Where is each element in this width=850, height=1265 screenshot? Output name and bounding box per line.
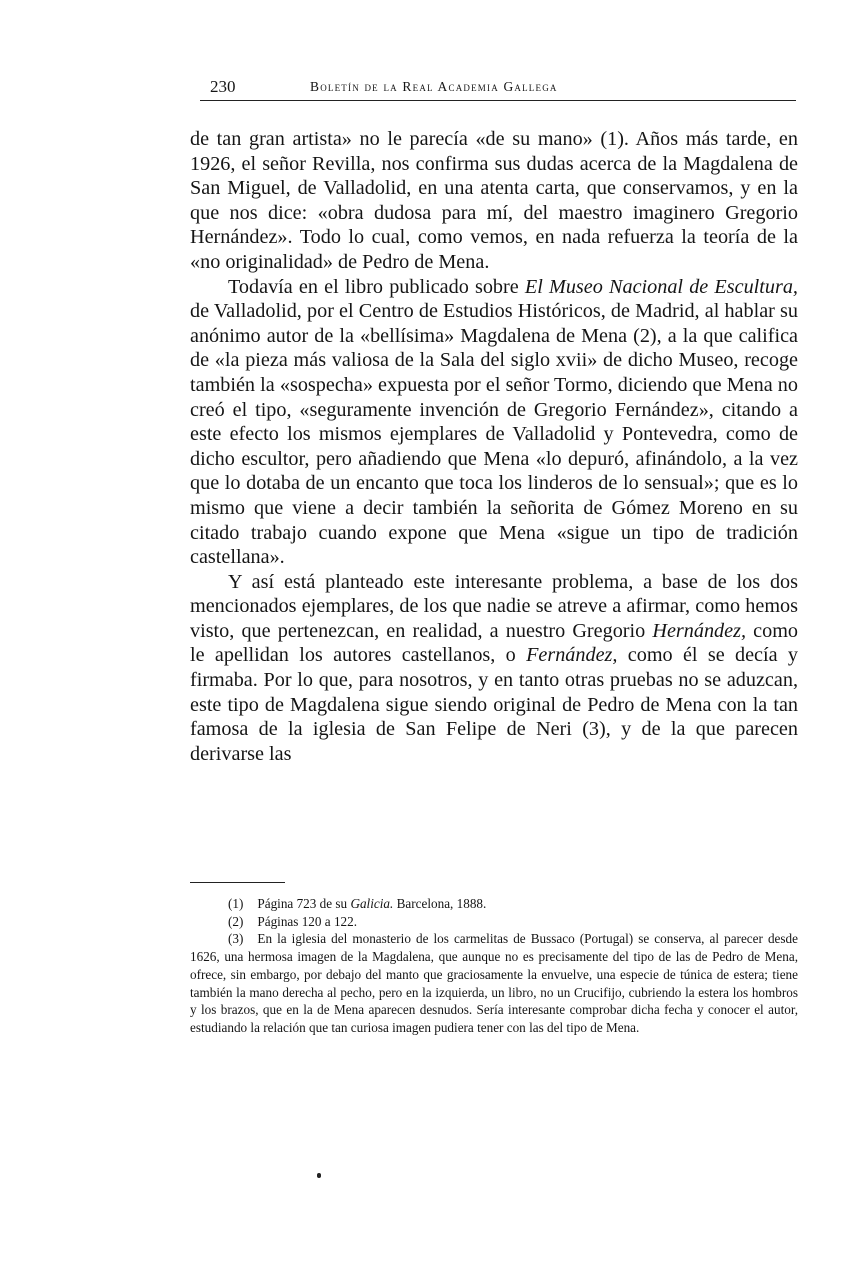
footnote-text: Página 723 de su [257, 896, 351, 911]
page-number: 230 [210, 77, 236, 96]
footnotes [190, 895, 798, 1037]
surname-fernandez: Fernández, [526, 644, 618, 667]
paragraph-3 [190, 570, 798, 767]
paragraph-3-text-a: Y así está planteado este interesante problema, a base de los dos mencionados ejemplares, de los que nadie se atreve a afirmar, como hemos visto, que pertenezcan, en realidad, a nuestro Gregorio [190, 570, 798, 642]
footnote-number: (2) [228, 913, 244, 929]
footnote-2 [190, 913, 798, 931]
paragraph-1-text: de tan gran artista» no le parecía «de su mano» (1). Años más tarde, en 1926, el señor Revilla, nos confirma sus dudas acerca de la Magdalena de San Miguel, de Valladolid, en una atenta carta, que conservamos, y en la que nos dice: «obra dudosa para mí, del maestro imaginero Gregorio Hernández». Todo lo cual, como vemos, en nada refuerza la teoría de la «no originalidad» de Pedro de Mena. [190, 128, 798, 273]
footnote-separator [190, 882, 285, 883]
ink-speck [317, 1173, 321, 1178]
paragraph-3-text-b: como le apellidan los autores castellanos, o [190, 619, 798, 667]
surname-hernandez: Hernández, [652, 619, 746, 642]
running-title: Boletín de la Real Academia Gallega [310, 79, 558, 94]
footnote-text-tail: Barcelona, 1888. [393, 896, 487, 911]
body-text [190, 127, 798, 766]
paragraph-2 [190, 275, 798, 570]
paragraph-2-text-b: de Valladolid, por el Centro de Estudios Históricos, de Madrid, al hablar su anónimo autor de la «bellísima» Magdalena de Mena (2), a la que califica de «la pieza más valiosa de la Sala del siglo xvii» de dicho Museo, recoge también la «sospecha» expuesta por el señor Tormo, diciendo que Mena no creó el tipo, «seguramente invención de Gregorio Fernández», citando a este efecto los mismos ejemplares de Valladolid y Pontevedra, como de dicho escultor, pero añadiendo que Mena «lo depuró, afinándolo, a la vez que lo dotaba de un encanto que toca los linderos de lo sensual»; que es lo mismo que viene a decir también la señorita de Gómez Moreno en su citado trabajo cuando expone que Mena «sigue un tipo de tradición castellana». [190, 300, 798, 569]
book-title: El Museo Nacional de Escultura, [524, 275, 798, 298]
footnote-text: En la iglesia del monasterio de los carmelitas de Bussaco (Portugal) se conserva, al parecer desde 1626, una hermosa imagen de la Magdalena, que aunque no es precisamente del tipo de las de Pedro de Mena, ofrece, sin embargo, por debajo del manto que graciosamente la envuelve, una especie de túnica de estera; tiene también la mano derecha al pecho, pero en la izquierda, un libro, no un Crucifijo, cubriendo la estera los hombros y los brazos, que en la de Mena aparecen desnudos. Sería interesante comprobar dicha fecha y conocer el autor, estudiando la relación que tan curiosa imagen pudiera tener con las del tipo de Mena. [190, 931, 798, 1035]
footnote-number: (1) [228, 896, 244, 911]
page-header [200, 74, 796, 101]
footnote-number: (3) [228, 931, 244, 947]
footnote-1 [190, 895, 798, 913]
footnote-text: Páginas 120 a 122. [257, 913, 358, 929]
paragraph-3-text-c: como él se decía y firmaba. Por lo que, para nosotros, y en tanto otras pruebas no se aduzcan, este tipo de Magdalena sigue siendo original de Pedro de Mena con la tan famosa de la iglesia de San Felipe de Neri (3), y de la que parecen derivarse las [190, 644, 798, 765]
paragraph-1 [190, 127, 798, 275]
footnote-3 [190, 930, 798, 1036]
footnote-work-title: Galicia. [350, 896, 394, 911]
paragraph-2-text-a: Todavía en el libro publicado sobre [228, 275, 525, 298]
